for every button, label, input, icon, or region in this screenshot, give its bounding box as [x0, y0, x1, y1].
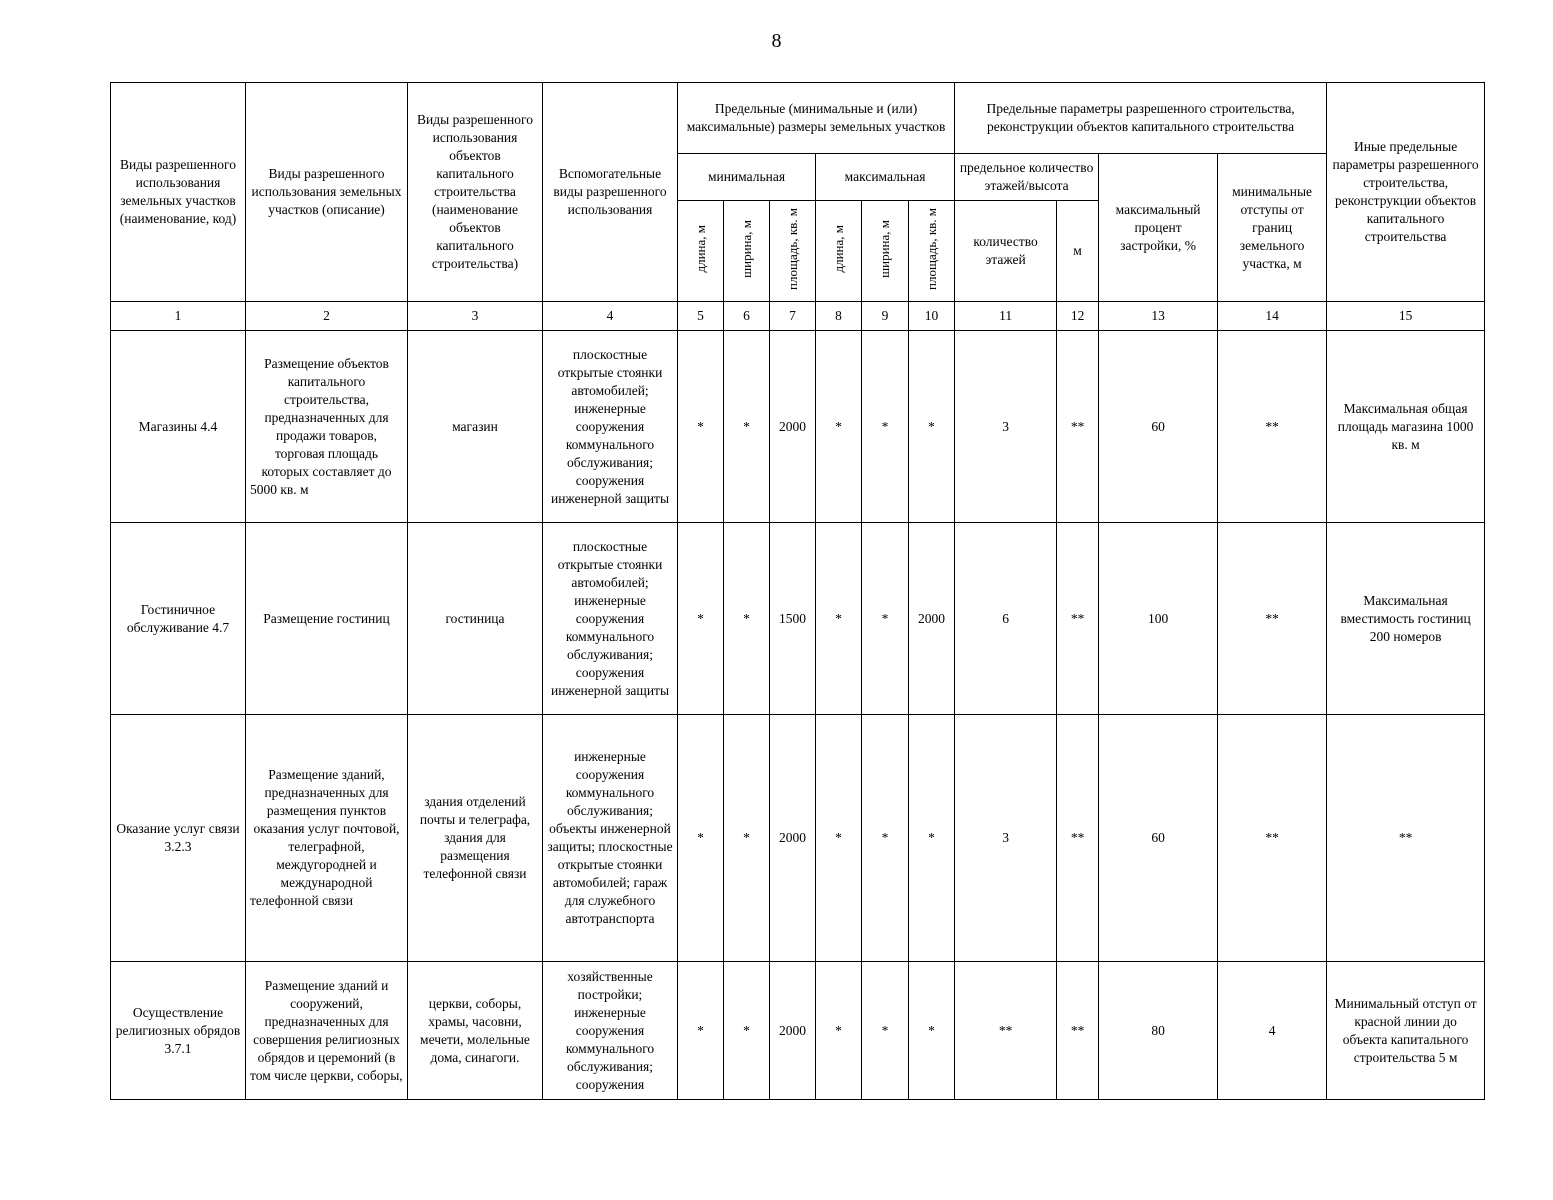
cell-height: ** — [1057, 331, 1099, 523]
column-number: 6 — [724, 302, 770, 331]
column-number: 4 — [543, 302, 678, 331]
cell-percent: 60 — [1099, 331, 1218, 523]
cell-min-area: 2000 — [770, 715, 816, 962]
table-row — [111, 962, 1485, 1100]
header-limits-group: Предельные (минимальные и (или) максимальные) размеры земельных участков — [678, 83, 955, 154]
cell-floors: ** — [955, 962, 1057, 1100]
header-c4: Вспомогательные виды разрешенного использования — [543, 83, 678, 302]
cell-max-area: * — [909, 715, 955, 962]
header-max-group: максимальная — [816, 154, 955, 201]
table-row — [111, 523, 1485, 715]
cell-max-width: * — [862, 962, 909, 1100]
header-min-area — [770, 201, 816, 302]
cell-percent: 60 — [1099, 715, 1218, 962]
cell-min-length: * — [678, 715, 724, 962]
cell-other: Минимальный отступ от красной линии до объекта капитального строительства 5 м — [1327, 962, 1485, 1100]
header-build-group: Предельные параметры разрешенного строительства, реконструкции объектов капитального строительства — [955, 83, 1327, 154]
cell-max-width: * — [862, 715, 909, 962]
header-other: Иные предельные параметры разрешенного строительства, реконструкции объектов капитального строительства — [1327, 83, 1485, 302]
cell-objects: магазин — [408, 331, 543, 523]
cell-other: ** — [1327, 715, 1485, 962]
cell-floors: 3 — [955, 331, 1057, 523]
page-number: 8 — [771, 30, 782, 52]
column-number: 8 — [816, 302, 862, 331]
cell-max-length: * — [816, 962, 862, 1100]
column-number: 12 — [1057, 302, 1099, 331]
cell-name: Осуществление религиозных обрядов 3.7.1 — [111, 962, 246, 1100]
header-row-1 — [111, 83, 1485, 154]
header-min-width-text: ширина, м — [738, 219, 754, 278]
cell-objects: церкви, соборы, храмы, часовни, мечети, молельные дома, синагоги. — [408, 962, 543, 1100]
cell-name: Оказание услуг связи 3.2.3 — [111, 715, 246, 962]
cell-min-width: * — [724, 523, 770, 715]
cell-auxiliary: плоскостные открытые стоянки автомобилей; инженерные сооружения коммунального обслуживания; сооружения инженерной защиты — [543, 523, 678, 715]
cell-objects: гостиница — [408, 523, 543, 715]
column-number: 2 — [246, 302, 408, 331]
column-number: 11 — [955, 302, 1057, 331]
header-max-area-text: площадь, кв. м — [923, 207, 939, 290]
header-c1: Виды разрешенного использования земельных участков (наименование, код) — [111, 83, 246, 302]
cell-percent: 100 — [1099, 523, 1218, 715]
table-row — [111, 331, 1485, 523]
cell-min-width: * — [724, 962, 770, 1100]
header-min-setback: минимальные отступы от границ земельного участка, м — [1218, 154, 1327, 302]
table-row — [111, 715, 1485, 962]
cell-min-length: * — [678, 523, 724, 715]
cell-max-length: * — [816, 331, 862, 523]
header-max-area — [909, 201, 955, 302]
cell-description: Размещение зданий, предназначенных для размещения пунктов оказания услуг почтовой, телеграфной, междугородней и международной телефонной связи — [246, 715, 408, 962]
header-max-width — [862, 201, 909, 302]
cell-auxiliary: плоскостные открытые стоянки автомобилей; инженерные сооружения коммунального обслуживания; сооружения инженерной защиты — [543, 331, 678, 523]
cell-setback: 4 — [1218, 962, 1327, 1100]
cell-name: Гостиничное обслуживание 4.7 — [111, 523, 246, 715]
cell-max-width: * — [862, 523, 909, 715]
cell-min-width: * — [724, 715, 770, 962]
cell-floors: 3 — [955, 715, 1057, 962]
header-min-area-text: площадь, кв. м — [784, 207, 800, 290]
cell-min-width: * — [724, 331, 770, 523]
cell-max-area: * — [909, 331, 955, 523]
header-max-percent: максимальный процент застройки, % — [1099, 154, 1218, 302]
cell-percent: 80 — [1099, 962, 1218, 1100]
cell-height: ** — [1057, 715, 1099, 962]
column-number: 9 — [862, 302, 909, 331]
header-floors-count: количество этажей — [955, 201, 1057, 302]
cell-name: Магазины 4.4 — [111, 331, 246, 523]
header-max-length-text: длина, м — [830, 224, 846, 273]
cell-max-length: * — [816, 715, 862, 962]
cell-objects: здания отделений почты и телеграфа, здания для размещения телефонной связи — [408, 715, 543, 962]
cell-height: ** — [1057, 962, 1099, 1100]
column-number: 3 — [408, 302, 543, 331]
cell-height: ** — [1057, 523, 1099, 715]
cell-description: Размещение зданий и сооружений, предназначенных для совершения религиозных обрядов и церемоний (в том числе церкви, соборы, — [246, 962, 408, 1100]
cell-auxiliary: хозяйственные постройки; инженерные сооружения коммунального обслуживания; сооружения — [543, 962, 678, 1100]
header-max-width-text: ширина, м — [877, 219, 892, 278]
column-number: 10 — [909, 302, 955, 331]
cell-setback: ** — [1218, 715, 1327, 962]
cell-description: Размещение гостиниц — [246, 523, 408, 715]
column-number: 1 — [111, 302, 246, 331]
column-number: 5 — [678, 302, 724, 331]
header-c2: Виды разрешенного использования земельных участков (описание) — [246, 83, 408, 302]
header-max-length — [816, 201, 862, 302]
header-c3: Виды разрешенного использования объектов капитального строительства (наименование объектов капитального строительства) — [408, 83, 543, 302]
header-min-width — [724, 201, 770, 302]
cell-min-area: 2000 — [770, 962, 816, 1100]
zoning-table — [110, 82, 1485, 1100]
cell-setback: ** — [1218, 331, 1327, 523]
cell-other: Максимальная вместимость гостиниц 200 номеров — [1327, 523, 1485, 715]
header-min-group: минимальная — [678, 154, 816, 201]
cell-min-length: * — [678, 331, 724, 523]
column-number: 15 — [1327, 302, 1485, 331]
cell-min-area: 2000 — [770, 331, 816, 523]
cell-setback: ** — [1218, 523, 1327, 715]
column-number: 14 — [1218, 302, 1327, 331]
cell-max-area: * — [909, 962, 955, 1100]
cell-floors: 6 — [955, 523, 1057, 715]
column-number: 7 — [770, 302, 816, 331]
cell-min-length: * — [678, 962, 724, 1100]
column-number: 13 — [1099, 302, 1218, 331]
header-min-length-text: длина, м — [692, 224, 708, 273]
column-numbers-row — [111, 302, 1485, 331]
header-floors-group: предельное количество этажей/высота — [955, 154, 1099, 201]
cell-description: Размещение объектов капитального строительства, предназначенных для продажи товаров, торговая площадь которых составляет до 5000 кв. м — [246, 331, 408, 523]
header-min-length — [678, 201, 724, 302]
cell-max-area: 2000 — [909, 523, 955, 715]
cell-min-area: 1500 — [770, 523, 816, 715]
cell-other: Максимальная общая площадь магазина 1000 кв. м — [1327, 331, 1485, 523]
cell-auxiliary: инженерные сооружения коммунального обслуживания; объекты инженерной защиты; плоскостные открытые стоянки автомобилей; гараж для служебного автотранспорта — [543, 715, 678, 962]
cell-max-width: * — [862, 331, 909, 523]
cell-max-length: * — [816, 523, 862, 715]
header-height-m: м — [1057, 201, 1099, 302]
